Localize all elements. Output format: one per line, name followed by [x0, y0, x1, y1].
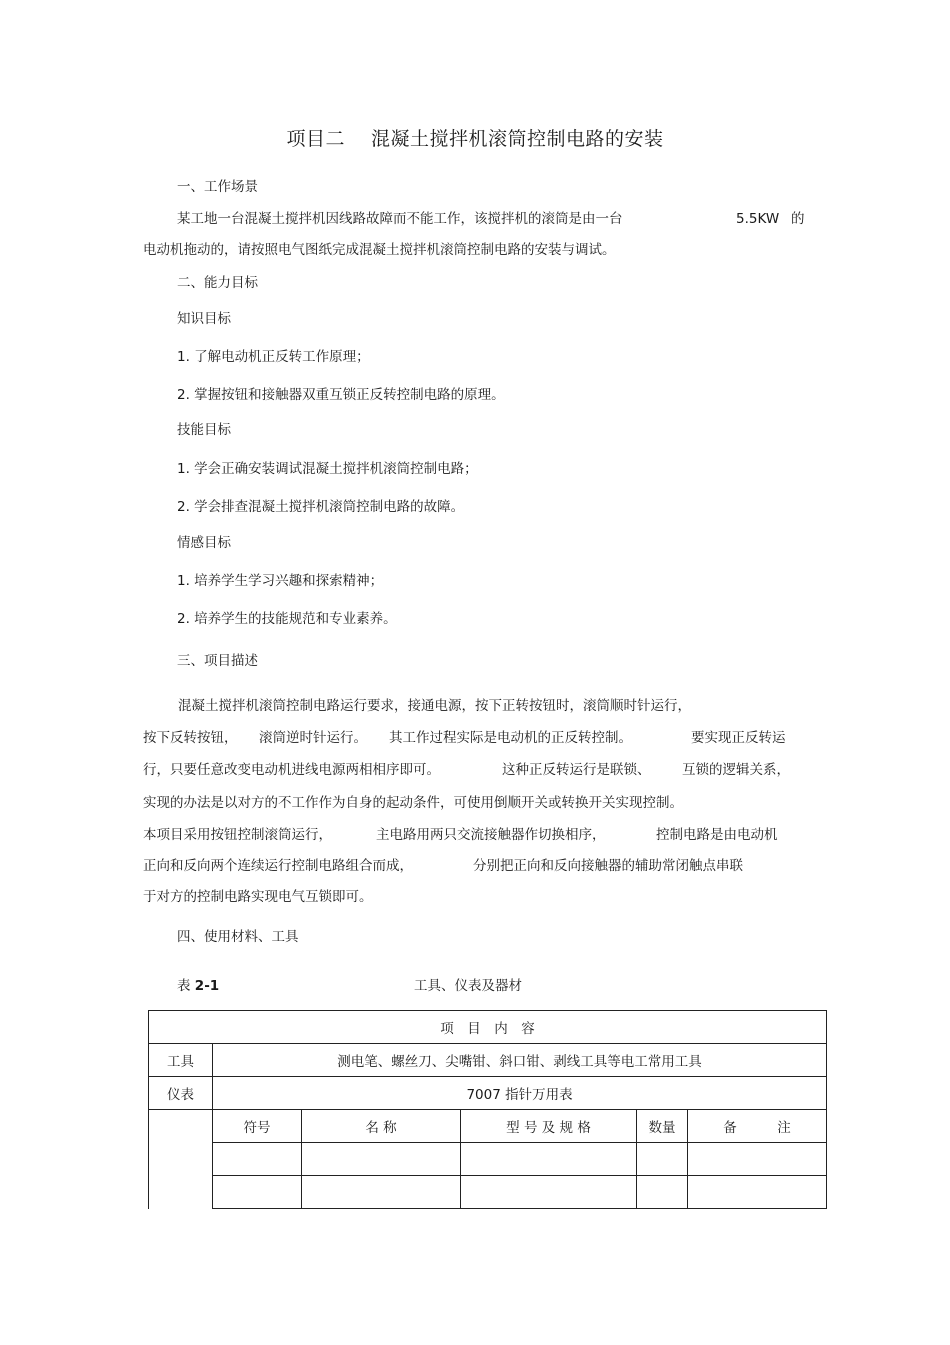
- s3-line3a: 行，只要任意改变电动机进线电源两相相序即可。: [143, 762, 440, 778]
- knowledge-item: 2. 掌握按钮和接触器双重互锁正反转控制电路的原理。: [177, 387, 505, 403]
- col-symbol: 符号: [213, 1110, 302, 1143]
- table-row-tools: [149, 1044, 827, 1077]
- tools-label-cell: 工具: [149, 1044, 213, 1077]
- title-name: 混凝土搅拌机滚筒控制电路的安装: [371, 128, 664, 150]
- col-qty: 数量: [637, 1110, 688, 1143]
- s1-power-value: 5.5KW: [736, 211, 780, 227]
- skill-item: 2. 学会排查混凝土搅拌机滚筒控制电路的故障。: [177, 499, 465, 515]
- empty-cell: [688, 1143, 827, 1176]
- empty-cell: [213, 1176, 302, 1209]
- s3-line5b: 主电路用两只交流接触器作切换相序，: [376, 827, 606, 843]
- empty-cell: [637, 1143, 688, 1176]
- section3-heading: 三、项目描述: [177, 653, 258, 669]
- s1-para-line2: 电动机拖动的，请按照电气图纸完成混凝土搅拌机滚筒控制电路的安装与调试。: [143, 242, 616, 258]
- equipment-label-cell: [149, 1110, 213, 1209]
- page-title: [0, 130, 950, 148]
- section2-heading: 二、能力目标: [177, 275, 258, 291]
- table-label-text: 表: [177, 978, 191, 994]
- table-label: [177, 977, 219, 995]
- skill-item: 1. 学会正确安装调试混凝土搅拌机滚筒控制电路；: [177, 461, 478, 477]
- table-caption: 工具、仪表及器材: [414, 978, 522, 994]
- s3-line6b: 分别把正向和反向接触器的辅助常闭触点串联: [473, 858, 743, 874]
- skill-goal-label: 技能目标: [177, 422, 231, 438]
- section1-heading: 一、工作场景: [177, 179, 258, 195]
- emotion-item: 1. 培养学生学习兴趣和探索精神；: [177, 573, 384, 589]
- s3-line7: 于对方的控制电路实现电气互锁即可。: [143, 889, 373, 905]
- col-remark: 备 注: [688, 1110, 827, 1143]
- materials-table: [148, 1010, 827, 1209]
- table-number: 2-1: [194, 978, 220, 994]
- table-header-row: [149, 1011, 827, 1044]
- s3-line3b: 这种正反转运行是联锁、: [502, 762, 651, 778]
- section4-heading: 四、使用材料、工具: [177, 929, 299, 945]
- s3-line2d: 要实现正反转运: [691, 730, 786, 746]
- empty-cell: [637, 1176, 688, 1209]
- s1-para-tail: 的: [791, 211, 805, 227]
- empty-cell: [688, 1176, 827, 1209]
- meter-value-cell: 7007 指针万用表: [213, 1077, 827, 1110]
- s3-line4: 实现的办法是以对方的不工作作为自身的起动条件，可使用倒顺开关或转换开关实现控制。: [143, 795, 683, 811]
- meter-label-cell: 仪表: [149, 1077, 213, 1110]
- s3-line3c: 互锁的逻辑关系，: [682, 762, 790, 778]
- knowledge-item: 1. 了解电动机正反转工作原理；: [177, 349, 370, 365]
- title-project: 项目二: [286, 128, 345, 150]
- tools-value-cell: 测电笔、螺丝刀、尖嘴钳、斜口钳、剥线工具等电工常用工具: [213, 1044, 827, 1077]
- empty-cell: [302, 1143, 461, 1176]
- s3-line2a: 按下反转按钮，: [143, 730, 238, 746]
- s3-line5a: 本项目采用按钮控制滚筒运行，: [143, 827, 332, 843]
- knowledge-goal-label: 知识目标: [177, 311, 231, 327]
- empty-cell: [461, 1143, 637, 1176]
- col-spec: 型 号 及 规 格: [461, 1110, 637, 1143]
- col-name: 名 称: [302, 1110, 461, 1143]
- s3-line2b: 滚筒逆时针运行。: [259, 730, 367, 746]
- table-header-cell: 项 目 内 容: [149, 1011, 827, 1044]
- empty-cell: [461, 1176, 637, 1209]
- table-row-meter: [149, 1077, 827, 1110]
- emotion-item: 2. 培养学生的技能规范和专业素养。: [177, 611, 397, 627]
- table-columns-row: [149, 1110, 827, 1143]
- s3-line6a: 正向和反向两个连续运行控制电路组合而成，: [143, 858, 413, 874]
- s3-line5c: 控制电路是由电动机: [656, 827, 778, 843]
- empty-cell: [302, 1176, 461, 1209]
- empty-cell: [213, 1143, 302, 1176]
- emotion-goal-label: 情感目标: [177, 535, 231, 551]
- table-empty-row: [149, 1176, 827, 1209]
- s3-line2c: 其工作过程实际是电动机的正反转控制。: [389, 730, 632, 746]
- table-empty-row: [149, 1143, 827, 1176]
- s1-para-line1: 某工地一台混凝土搅拌机因线路故障而不能工作，该搅拌机的滚筒是由一台: [177, 211, 623, 227]
- s3-line1: 混凝土搅拌机滚筒控制电路运行要求，接通电源，按下正转按钮时，滚筒顺时针运行，: [178, 698, 691, 714]
